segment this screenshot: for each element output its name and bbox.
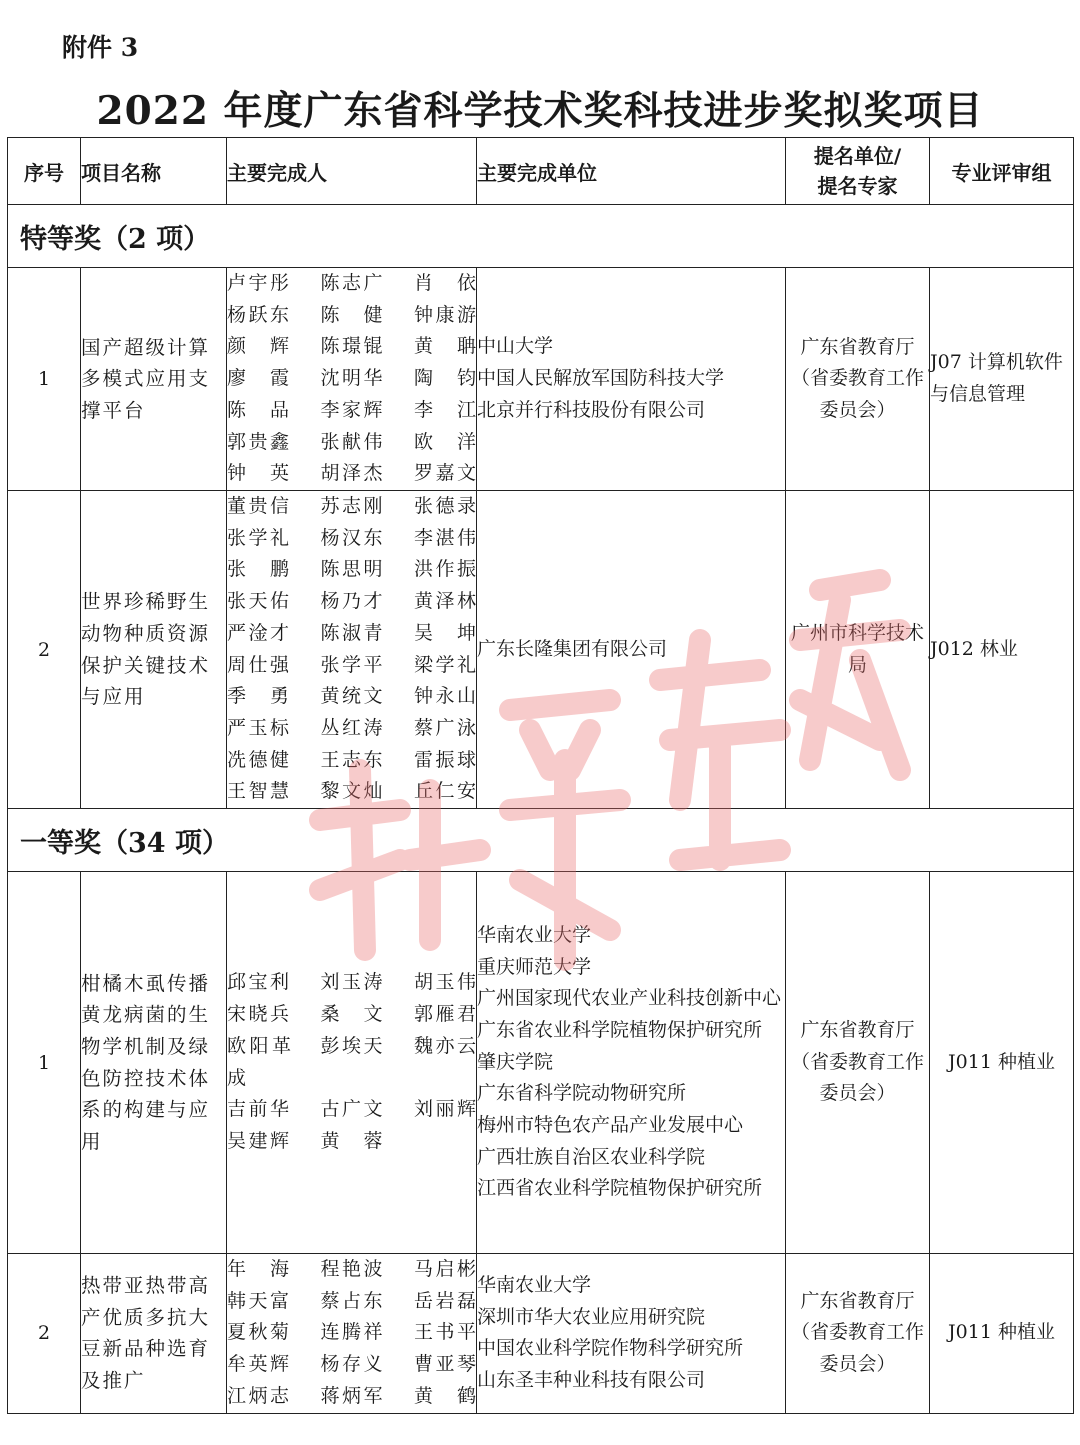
people-line xyxy=(227,745,476,777)
main-people xyxy=(227,491,477,809)
unit-name: 中国农业科学院作物科学研究所 xyxy=(477,1337,744,1360)
review-group: J011 种植业 xyxy=(930,872,1074,1254)
person-name: 钟康游 xyxy=(414,303,476,326)
people-line xyxy=(227,586,476,618)
person-name: 张德录 xyxy=(414,495,476,517)
attachment-label: 附件 3 xyxy=(62,33,139,62)
table-row xyxy=(8,872,1074,1254)
nominator: 广东省教育厅（省委教育工作委员会） xyxy=(786,1254,930,1414)
review-group: J012 林业 xyxy=(930,491,1074,809)
page-title: 2022 年度广东省科学技术奖科技进步奖拟奖项目 xyxy=(96,88,984,134)
header-people: 主要完成人 xyxy=(227,138,477,205)
main-units xyxy=(477,1254,786,1414)
project-name: 热带亚热带高产优质多抗大豆新品种选育及推广 xyxy=(81,1254,227,1414)
person-name: 吉前华 xyxy=(227,1098,289,1121)
person-name: 李 江 xyxy=(414,398,476,421)
people-line xyxy=(227,1381,476,1413)
person-name: 梁学礼 xyxy=(414,653,476,676)
person-name: 陈 品 xyxy=(227,398,289,421)
header-nominator-line1: 提名单位/ xyxy=(813,144,902,168)
person-name: 张学礼 xyxy=(227,526,289,549)
people-line xyxy=(227,650,476,682)
row-number: 1 xyxy=(8,268,81,491)
nominator: 广东省教育厅（省委教育工作委员会） xyxy=(786,268,930,491)
unit-name: 中国人民解放军国防科技大学 xyxy=(477,367,725,390)
main-units xyxy=(477,268,786,491)
people-line xyxy=(227,331,476,363)
person-name: 程艳波 xyxy=(320,1258,383,1281)
row-number: 2 xyxy=(8,1254,81,1414)
person-name: 张天佑 xyxy=(227,590,289,613)
unit-name: 肇庆学院 xyxy=(477,1050,554,1073)
person-name: 宋晓兵 xyxy=(227,1003,289,1026)
people-line xyxy=(227,523,476,555)
unit-name: 深圳市华大农业应用研究院 xyxy=(477,1305,706,1328)
people-line xyxy=(227,713,476,745)
person-name: 张 鹏 xyxy=(227,558,289,581)
person-name: 钟永山 xyxy=(414,685,476,708)
person-name: 杨跃东 xyxy=(227,303,289,326)
person-name: 钟 英 xyxy=(227,462,289,485)
person-name: 陈璟锟 xyxy=(320,335,383,358)
people-line xyxy=(227,458,476,490)
row-number: 1 xyxy=(8,872,81,1254)
table-body xyxy=(8,205,1074,1414)
main-units xyxy=(477,872,786,1254)
person-name: 年 海 xyxy=(227,1258,289,1281)
unit-name: 华南农业大学 xyxy=(477,923,592,946)
person-name: 吴建辉 xyxy=(227,1129,289,1152)
person-name: 罗嘉文 xyxy=(414,462,476,485)
person-name: 颜 辉 xyxy=(227,335,289,358)
person-name: 陈思明 xyxy=(320,558,383,581)
people-line xyxy=(227,1286,476,1318)
people-line xyxy=(227,554,476,586)
person-name: 吴 坤 xyxy=(414,621,476,644)
main-units xyxy=(477,491,786,809)
person-name: 刘玉涛 xyxy=(320,971,383,994)
nominator: 广东省教育厅（省委教育工作委员会） xyxy=(786,872,930,1254)
header-nominator-line2: 提名专家 xyxy=(817,174,898,198)
people-line xyxy=(227,363,476,395)
unit-name: 江西省农业科学院植物保护研究所 xyxy=(477,1177,763,1200)
people-line xyxy=(227,967,476,999)
award-table xyxy=(7,137,1074,1414)
unit-name: 广西壮族自治区农业科学院 xyxy=(477,1145,706,1168)
unit-name: 广东长隆集团有限公司 xyxy=(477,637,668,660)
person-name: 黄泽林 xyxy=(414,590,476,613)
person-name: 韩天富 xyxy=(227,1289,289,1312)
person-name: 王志东 xyxy=(320,748,383,771)
person-name: 张献伟 xyxy=(320,430,383,453)
person-name: 蔡广泳 xyxy=(414,716,476,739)
header-units: 主要完成单位 xyxy=(477,138,786,205)
person-name: 丘仁安 xyxy=(414,780,476,803)
person-name: 王智慧 xyxy=(227,780,289,803)
unit-name: 广州国家现代农业产业科技创新中心 xyxy=(477,987,782,1010)
people-line xyxy=(227,1126,476,1158)
person-name: 黄 聃 xyxy=(414,335,476,358)
person-name: 李家辉 xyxy=(320,398,383,421)
person-name: 严玉标 xyxy=(227,716,289,739)
person-name: 廖 霞 xyxy=(227,367,289,390)
people-line xyxy=(227,618,476,650)
people-line xyxy=(227,1031,476,1094)
people-line xyxy=(227,1349,476,1381)
project-name: 柑橘木虱传播黄龙病菌的生物学机制及绿色防控技术体系的构建与应用 xyxy=(81,872,227,1254)
person-name: 欧阳革成 xyxy=(227,1034,289,1089)
person-name: 苏志刚 xyxy=(320,495,383,517)
people-line xyxy=(227,1317,476,1349)
unit-name: 山东圣丰种业科技有限公司 xyxy=(477,1368,706,1391)
section-row xyxy=(8,809,1074,872)
people-line xyxy=(227,681,476,713)
person-name: 桑 文 xyxy=(320,1003,383,1026)
person-name: 牟英辉 xyxy=(227,1353,289,1376)
project-name: 世界珍稀野生动物种质资源保护关键技术与应用 xyxy=(81,491,227,809)
person-name: 胡玉伟 xyxy=(414,971,476,994)
person-name: 邱宝利 xyxy=(227,971,289,994)
person-name: 李湛伟 xyxy=(414,526,476,549)
people-line xyxy=(227,427,476,459)
people-line xyxy=(227,300,476,332)
header-name: 项目名称 xyxy=(81,138,227,205)
unit-name: 梅州市特色农产品产业发展中心 xyxy=(477,1114,744,1137)
header-no: 序号 xyxy=(8,138,81,205)
person-name: 丛红涛 xyxy=(320,716,383,739)
people-line xyxy=(227,776,476,808)
people-line xyxy=(227,1094,476,1126)
section-label: 一等奖（34 项） xyxy=(8,809,1074,872)
person-name: 黄 蓉 xyxy=(320,1129,383,1152)
table-row xyxy=(8,1254,1074,1414)
main-people xyxy=(227,1254,477,1414)
person-name: 郭贵鑫 xyxy=(227,430,289,453)
person-name: 曹亚琴 xyxy=(414,1353,476,1376)
person-name: 江炳志 xyxy=(227,1384,289,1407)
unit-name: 广东省农业科学院植物保护研究所 xyxy=(477,1018,763,1041)
person-name: 沈明华 xyxy=(320,367,383,390)
person-name: 陶 钧 xyxy=(414,367,476,390)
person-name: 张学平 xyxy=(320,653,383,676)
person-name: 马启彬 xyxy=(414,1258,476,1281)
person-name: 欧 洋 xyxy=(414,430,476,453)
unit-name: 重庆师范大学 xyxy=(477,955,592,978)
row-number: 2 xyxy=(8,491,81,809)
people-line xyxy=(227,491,476,523)
people-line xyxy=(227,1254,476,1286)
table-header-row xyxy=(8,138,1074,205)
person-name: 肖 依 xyxy=(414,272,476,295)
person-name: 黄统文 xyxy=(320,685,383,708)
review-group: J011 种植业 xyxy=(930,1254,1074,1414)
main-people xyxy=(227,872,477,1254)
person-name: 冼德健 xyxy=(227,748,289,771)
person-name: 周仕强 xyxy=(227,653,289,676)
unit-name: 中山大学 xyxy=(477,335,554,358)
section-row xyxy=(8,205,1074,268)
person-name: 洪作振 xyxy=(414,558,476,581)
person-name: 蔡占东 xyxy=(320,1289,383,1312)
section-label: 特等奖（2 项） xyxy=(8,205,1074,268)
person-name: 蒋炳军 xyxy=(320,1384,383,1407)
person-name: 连腾祥 xyxy=(320,1321,383,1344)
person-name xyxy=(414,1126,476,1158)
person-name: 严淦才 xyxy=(227,621,289,644)
person-name: 古广文 xyxy=(320,1098,383,1121)
person-name: 黎文灿 xyxy=(320,780,383,803)
person-name: 季 勇 xyxy=(227,685,289,708)
unit-name: 广东省科学院动物研究所 xyxy=(477,1082,687,1105)
review-group: J07 计算机软件与信息管理 xyxy=(930,268,1074,491)
project-name: 国产超级计算多模式应用支撑平台 xyxy=(81,268,227,491)
person-name: 杨乃才 xyxy=(320,590,383,613)
people-line xyxy=(227,268,476,300)
person-name: 岳岩磊 xyxy=(414,1289,476,1312)
person-name: 郭雁君 xyxy=(414,1003,476,1026)
person-name: 彭埃天 xyxy=(320,1034,383,1057)
table-row xyxy=(8,491,1074,809)
main-people xyxy=(227,268,477,491)
people-line xyxy=(227,395,476,427)
person-name: 董贵信 xyxy=(227,495,289,517)
person-name: 陈淑青 xyxy=(320,621,383,644)
person-name: 杨存义 xyxy=(320,1353,383,1376)
person-name: 卢宇彤 xyxy=(227,272,289,295)
person-name: 陈 健 xyxy=(320,303,383,326)
unit-name: 华南农业大学 xyxy=(477,1273,592,1296)
person-name: 刘丽辉 xyxy=(414,1098,476,1121)
nominator: 广州市科学技术局 xyxy=(786,491,930,809)
person-name: 胡泽杰 xyxy=(320,462,383,485)
people-line xyxy=(227,999,476,1031)
table-row xyxy=(8,268,1074,491)
person-name: 王书平 xyxy=(414,1321,476,1344)
unit-name: 北京并行科技股份有限公司 xyxy=(477,398,706,421)
person-name: 夏秋菊 xyxy=(227,1321,289,1344)
header-group: 专业评审组 xyxy=(930,138,1074,205)
person-name: 黄 鹤 xyxy=(414,1384,476,1407)
person-name: 魏亦云 xyxy=(414,1034,476,1057)
person-name: 雷振球 xyxy=(414,748,476,771)
header-nominator xyxy=(786,138,930,205)
person-name: 陈志广 xyxy=(320,272,383,295)
person-name: 杨汉东 xyxy=(320,526,383,549)
